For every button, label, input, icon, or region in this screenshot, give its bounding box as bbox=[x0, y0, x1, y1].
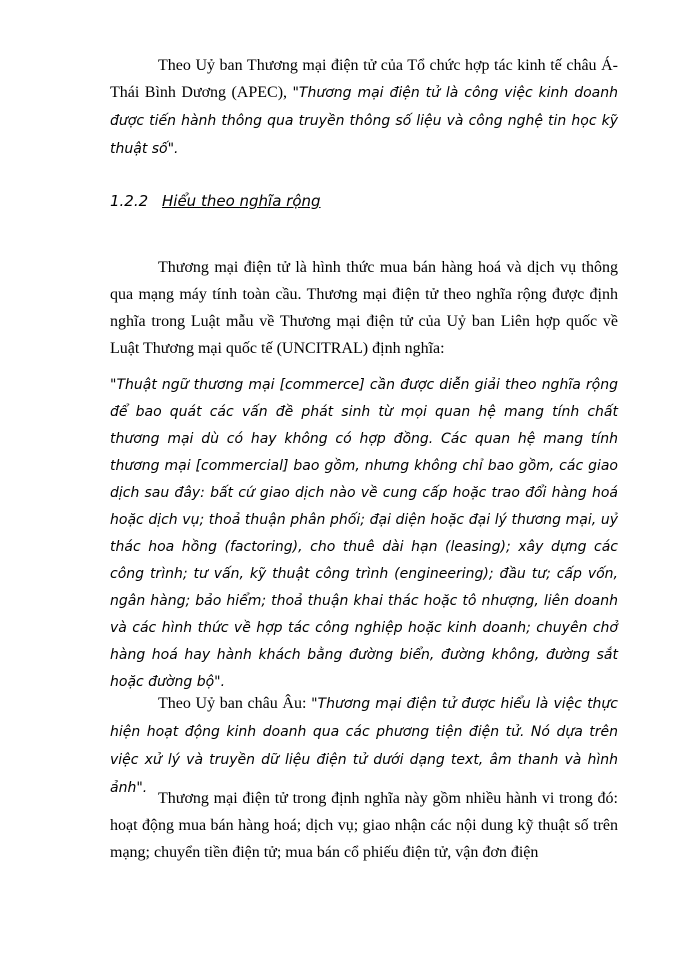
paragraph-broad-text: Thương mại điện tử là hình thức mua bán hàng hoá và dịch vụ thông qua mạng máy tính toàn cầu. Thương mại điện tử theo nghĩa rộng được định nghĩa trong Luật mẫu về Thương mại điện tử của Uỷ ban Liên hợp quốc về Luật Thương mại quốc tế (UNCITRAL) định nghĩa: bbox=[110, 259, 618, 357]
section-title: Hiểu theo nghĩa rộng bbox=[162, 192, 321, 210]
paragraph-scope bbox=[110, 785, 618, 866]
paragraph-apec-definition bbox=[110, 52, 618, 163]
section-number: 1.2.2 bbox=[110, 192, 149, 210]
paragraph-eu-lead: Theo Uỷ ban châu Âu: bbox=[158, 695, 312, 712]
paragraph-eu-quote: "Thương mại điện tử được hiểu là việc thực hiện hoạt động kinh doanh qua các phương tiện điện tử. Nó dựa trên việc xử lý và truyền dữ liệu điện tử dưới dạng text, âm thanh và hình ảnh". bbox=[110, 696, 619, 796]
section-heading bbox=[110, 192, 321, 210]
paragraph-apec-quote: "Thương mại điện tử là công việc kinh doanh được tiến hành thông qua truyền thông số liệu và công nghệ tin học kỹ thuật số". bbox=[110, 85, 618, 157]
uncitral-quote-text: "Thuật ngữ thương mại [commerce] cần được diễn giải theo nghĩa rộng để bao quát các vấn đề phát sinh từ mọi quan hệ mang tính chất thương mại dù có hay không có hợp đồng. Các quan hệ mang tính thương mại [commercial] bao gồm, nhưng không chỉ bao gồm, các giao dịch sau đây: bất cứ giao dịch nào về cung cấp hoặc trao đổi hàng hoá hoặc dịch vụ; thoả thuận phân phối; đại diện hoặc đại lý thương mại, uỷ thác hoa hồng (factoring), cho thuê dài hạn (leasing); xây dựng các công trình; tư vấn, kỹ thuật công trình (engineering); đầu tư; cấp vốn, ngân hàng; bảo hiểm; thoả thuận khai thác hoặc tô nhượng, liên doanh và các hình thức về hợp tác công nghiệp hoặc kinh doanh; chuyên chở hàng hoá hay hành khách bằng đường biển, đường không, đường sắt hoặc đường bộ". bbox=[110, 377, 618, 690]
paragraph-apec-lead: Theo Uỷ ban Thương mại điện tử của Tổ chức hợp tác kinh tế châu Á-Thái Bình Dương (APEC), bbox=[110, 57, 618, 101]
uncitral-blockquote bbox=[110, 372, 618, 696]
paragraph-scope-text: Thương mại điện tử trong định nghĩa này gồm nhiều hành vi trong đó: hoạt động mua bán hàng hoá; dịch vụ; giao nhận các nội dung kỹ thuật số trên mạng; chuyển tiền điện tử; mua bán cổ phiếu điện tử, vận đơn điện bbox=[110, 790, 618, 861]
paragraph-broad-definition bbox=[110, 254, 618, 362]
